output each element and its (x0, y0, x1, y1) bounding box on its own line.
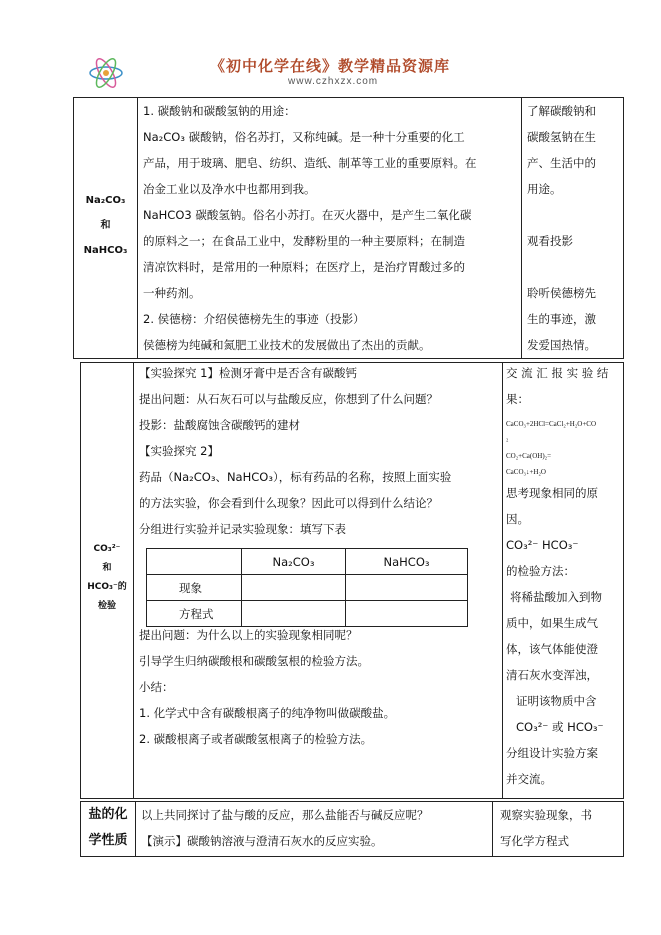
section2-content-top: 【实验探究 1】检测牙膏中是否含有碳酸钙 提出问题：从石灰石可以与盐酸反应，你想到了什么问题？ 投影：盐酸腐蚀含碳酸钙的建材 【实验探究 2】 药品（Na₂CO₃、NaHCO₃），标有药品的名称，按照上面实验 的方法实验，你会看到什么现象？因此可以得到什么结论？ 分组进行实验并记录实验现象：填写下表 (139, 366, 452, 536)
table-row-label: 方程式 (147, 601, 242, 627)
section3-notes: 观察实验现象，书 写化学方程式 (500, 808, 592, 848)
section1-label: Na₂CO₃ 和 NaHCO₃ (83, 195, 128, 256)
section2-label: CO₃²⁻ 和 HCO₃⁻的 检验 (87, 544, 127, 611)
section3-content: 以上共同探讨了盐与酸的反应，那么盐能否与碱反应呢？ 【演示】碳酸钠溶液与澄清石灰水的反应实验。 (141, 808, 429, 848)
text-line: 的原料之一；在食品工业中，发酵粉里的一种主要原料；在制造 (143, 234, 465, 248)
section2-notes: 交 流 汇 报 实 验 结 果： CaCO₃+2HCl=CaCl₂+H₂O+CO ₂ CO₂+Ca(OH)₂= CaCO₃↓+H₂O 思考现象相同的原 因。 CO₃²⁻ HCO₃⁻ 的检验方法： 将稀盐酸加入到物 质中，如果生成气 体，该气体能使澄 清石灰水变浑浊， 证明该物质中含 CO₃²⁻ 或 HCO₃⁻ 分组设计实验方案 并交流。 (506, 360, 623, 792)
text-line: Na₂CO₃ 碳酸钠，俗名苏打，又称纯碱。是一种十分重要的化工 (143, 130, 465, 144)
text-line: NaHCO3 碳酸氢钠。俗名小苏打。在灭火器中，是产生二氧化碳 (143, 208, 472, 222)
record-table (146, 548, 468, 627)
table-header: NaHCO₃ (346, 549, 468, 575)
equation: CaCO₃↓+H₂O (506, 468, 546, 476)
text-line: 侯德榜为纯碱和氮肥工业技术的发展做出了杰出的贡献。 (143, 338, 431, 352)
equation: ₂ (506, 434, 509, 442)
text-line: 产品，用于玻璃、肥皂、纺织、造纸、制革等工业的重要原料。在 (143, 156, 477, 170)
header-banner (80, 50, 580, 94)
banner-url: www.czhxzx.com (288, 76, 379, 87)
table-cell[interactable] (346, 575, 468, 601)
atom-logo-icon (86, 54, 126, 92)
section1-content (143, 98, 519, 358)
text-line: 清凉饮料时，是常用的一种原料；在医疗上，是治疗胃酸过多的 (143, 260, 465, 274)
section3-label: 盐的化 学性质 (88, 807, 128, 848)
table-header: Na₂CO₃ (242, 549, 346, 575)
text-line: 一种药剂。 (143, 286, 201, 300)
table-row-label: 现象 (147, 575, 242, 601)
text-line: 1. 碳酸钠和碳酸氢钠的用途： (143, 104, 296, 118)
equation: CO₂+Ca(OH)₂= (506, 452, 552, 460)
equation: CaCO₃+2HCl=CaCl₂+H₂O+CO (506, 420, 597, 428)
banner-title: 《初中化学在线》教学精品资源库 (210, 57, 451, 75)
table-cell[interactable] (242, 575, 346, 601)
text-line: 2. 侯德榜：介绍侯德榜先生的事迹（投影） (143, 312, 365, 326)
table-cell (147, 549, 242, 575)
section1-notes: 了解碳酸钠和 碳酸氢钠在生 产、生活中的 用途。 观看投影 聆听侯德榜先 生的事迹，激 发爱国热情。 (527, 104, 596, 352)
text-line: 冶金工业以及净水中也都用到我。 (143, 182, 316, 196)
section2-content-bottom: 提出问题：为什么以上的实验现象相同呢？ 引导学生归纳碳酸根和碳酸氢根的检验方法。 小结： 1. 化学式中含有碳酸根离子的纯净物叫做碳酸盐。 2. 碳酸根离子或者碳酸氢根离子的检验方法。 (139, 628, 396, 746)
